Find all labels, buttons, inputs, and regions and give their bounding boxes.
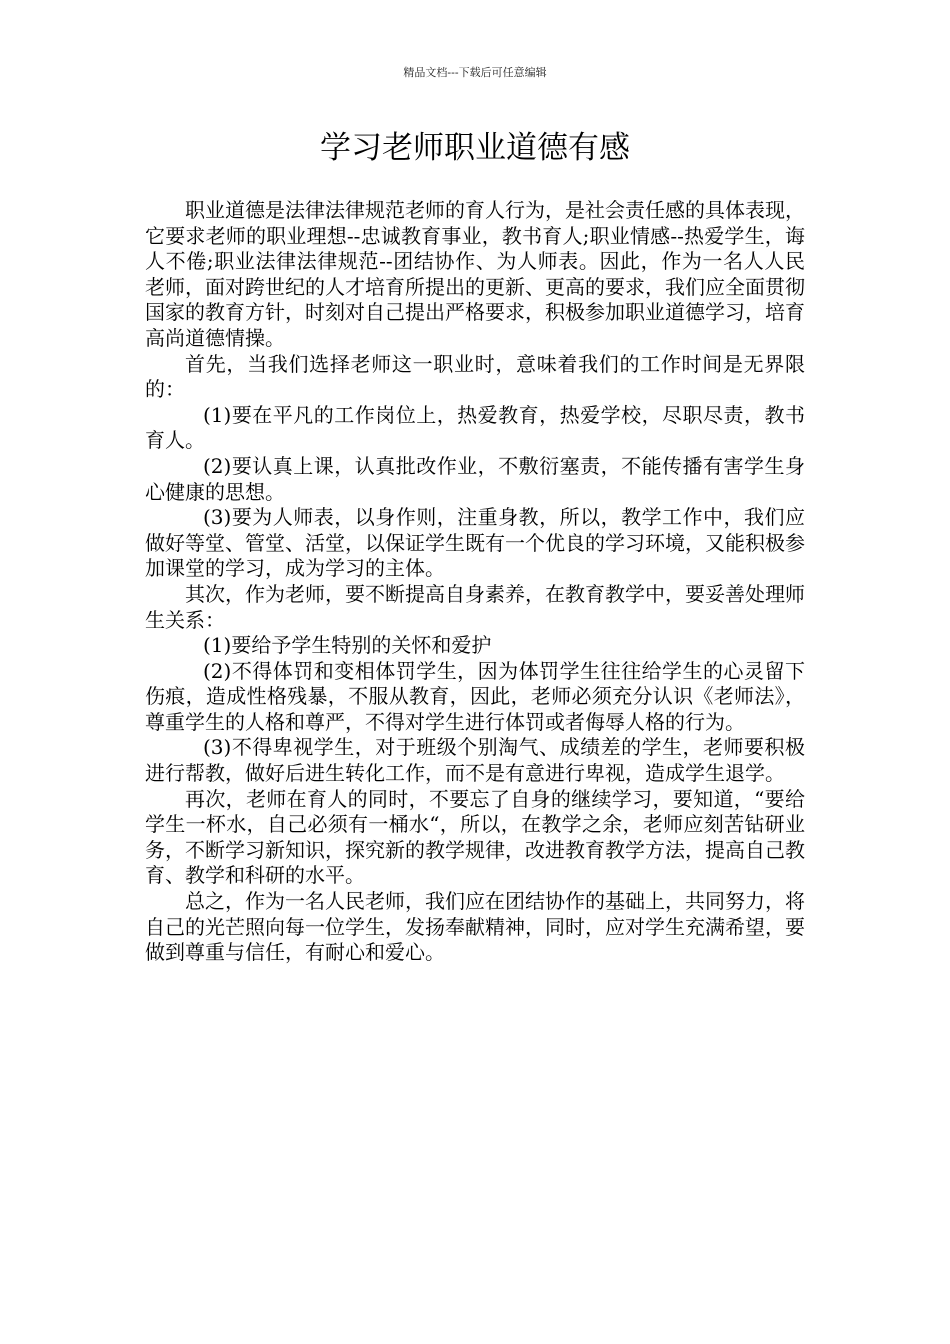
page-header-note: 精品文档---下载后可任意编辑 xyxy=(403,66,547,79)
paragraph-conclusion: 总之，作为一名人民老师，我们应在团结协作的基础上，共同努力，将自己的光芒照向每一位学生，发扬奉献精神，同时，应对学生充满希望，要做到尊重与信任，有耐心和爱心。 xyxy=(145,889,805,965)
paragraph-first-point: 首先，当我们选择老师这一职业时，意味着我们的工作时间是无界限的： xyxy=(145,351,805,402)
paragraph-third-point: 再次，老师在育人的同时，不要忘了自身的继续学习，要知道，“要给学生一杯水，自己必须有一桶水“，所以，在教学之余，老师应刻苦钻研业务，不断学习新知识，探究新的教学规律，改进教育教学方法，提高自己教育、教学和科研的水平。 xyxy=(145,786,805,888)
list-item: (2)不得体罚和变相体罚学生，因为体罚学生往往给学生的心灵留下伤痕，造成性格残暴，不服从教育，因此，老师必须充分认识《老师法》，尊重学生的人格和尊严，不得对学生进行体罚或者侮辱人格的行为。 xyxy=(145,658,805,734)
list-item: (3)要为人师表，以身作则，注重身教，所以，教学工作中，我们应做好等堂、管堂、活堂，以保证学生既有一个优良的学习环境，又能积极参加课堂的学习，成为学习的主体。 xyxy=(145,505,805,581)
document-body xyxy=(145,198,805,966)
list-item: (1)要在平凡的工作岗位上，热爱教育，热爱学校，尽职尽责，教书育人。 xyxy=(145,402,805,453)
list-item: (1)要给予学生特别的关怀和爱护 xyxy=(203,633,492,658)
paragraph-second-point: 其次，作为老师，要不断提高自身素养，在教育教学中，要妥善处理师生关系： xyxy=(145,581,805,632)
list-item: (2)要认真上课，认真批改作业，不敷衍塞责，不能传播有害学生身心健康的思想。 xyxy=(145,453,805,504)
list-item: (3)不得卑视学生，对于班级个别淘气、成绩差的学生，老师要积极进行帮教，做好后进生转化工作，而不是有意进行卑视，造成学生退学。 xyxy=(145,735,805,786)
paragraph-intro: 职业道德是法律法律规范老师的育人行为，是社会责任感的具体表现，它要求老师的职业理想--忠诚教育事业，教书育人;职业情感--热爱学生，诲人不倦;职业法律法律规范--团结协作、为人师表。因此，作为一名人人民老师，面对跨世纪的人才培育所提出的更新、更高的要求，我们应全面贯彻国家的教育方针，时刻对自己提出严格要求，积极参加职业道德学习，培育高尚道德情操。 xyxy=(145,198,805,350)
document-title: 学习老师职业道德有感 xyxy=(320,130,630,166)
